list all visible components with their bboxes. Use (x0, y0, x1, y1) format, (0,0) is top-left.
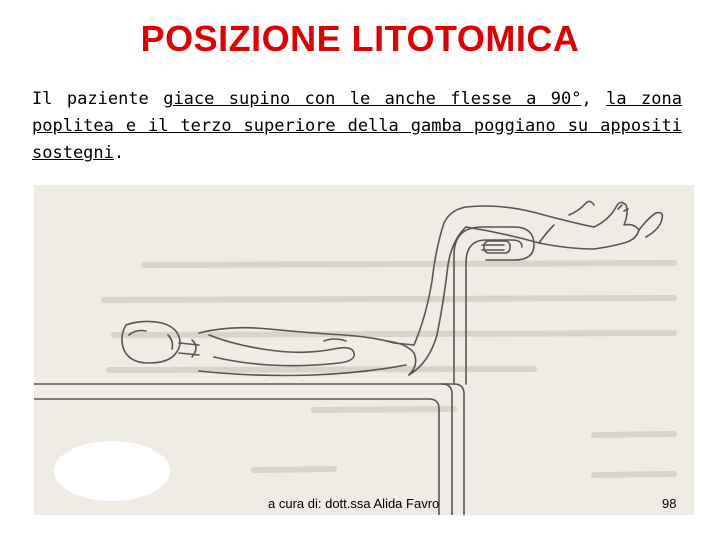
lithotomy-position-illustration (34, 185, 694, 515)
body-text-part: Il paziente (32, 89, 164, 109)
body-text-part: . (113, 143, 125, 163)
footer-credit: a cura di: dott.ssa Alida Favro (268, 496, 440, 511)
slide-title: POSIZIONE LITOTOMICA (140, 18, 580, 59)
body-text-part: , (581, 89, 607, 109)
body-text-part-underlined: la zona poplitea e il terzo superiore della gamba poggiano su appositi sostegni (32, 89, 682, 163)
body-text-part-underlined: giace supino con le anche flesse a 90° (163, 89, 582, 109)
body-paragraph (32, 86, 682, 167)
page-number: 98 (662, 496, 677, 511)
white-patch (54, 441, 170, 501)
